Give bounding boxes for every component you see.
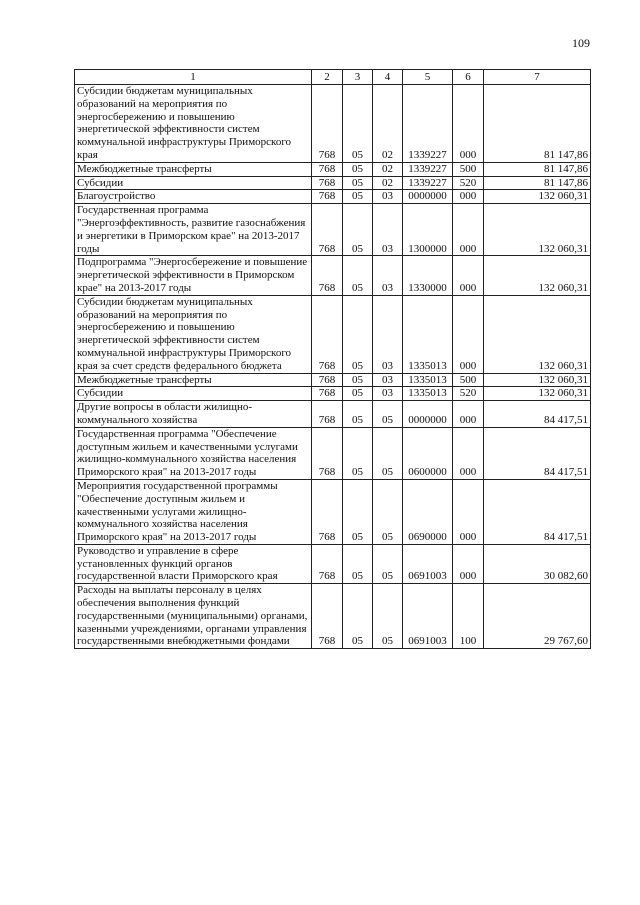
row-target-article-cell: 1335013 — [403, 295, 453, 373]
row-target-article-cell: 1339227 — [403, 85, 453, 163]
row-code-admin-cell: 768 — [312, 427, 343, 479]
row-amount-cell: 81 147,86 — [484, 176, 591, 190]
row-subsection-cell: 05 — [373, 479, 403, 544]
table-row — [75, 387, 591, 401]
row-name-cell: Межбюджетные трансферты — [75, 162, 312, 176]
row-amount-cell: 132 060,31 — [484, 373, 591, 387]
row-name-cell: Субсидии бюджетам муниципальных образований на мероприятия по энергосбережению и повышению энергетической эффективности систем коммунальной инфраструктуры Приморского края — [75, 85, 312, 163]
row-expense-type-cell: 000 — [453, 85, 484, 163]
row-amount-cell: 84 417,51 — [484, 427, 591, 479]
table-row — [75, 544, 591, 583]
row-target-article-cell: 0000000 — [403, 401, 453, 428]
row-amount-cell: 132 060,31 — [484, 387, 591, 401]
row-subsection-cell: 03 — [373, 295, 403, 373]
row-target-article-cell: 1339227 — [403, 176, 453, 190]
row-subsection-cell: 05 — [373, 584, 403, 649]
row-section-cell: 05 — [343, 427, 373, 479]
table-row — [75, 373, 591, 387]
row-section-cell: 05 — [343, 85, 373, 163]
row-code-admin-cell: 768 — [312, 204, 343, 256]
row-code-admin-cell: 768 — [312, 373, 343, 387]
row-expense-type-cell: 000 — [453, 190, 484, 204]
row-code-admin-cell: 768 — [312, 387, 343, 401]
row-expense-type-cell: 000 — [453, 401, 484, 428]
row-subsection-cell: 03 — [373, 256, 403, 295]
row-amount-cell: 81 147,86 — [484, 85, 591, 163]
row-expense-type-cell: 000 — [453, 544, 484, 583]
row-target-article-cell: 0691003 — [403, 584, 453, 649]
row-section-cell: 05 — [343, 176, 373, 190]
row-code-admin-cell: 768 — [312, 479, 343, 544]
budget-table — [74, 69, 591, 649]
row-name-cell: Подпрограмма "Энергосбережение и повышение энергетической эффективности в Приморском крае" на 2013-2017 годы — [75, 256, 312, 295]
header-col-6: 6 — [453, 70, 484, 85]
row-subsection-cell: 02 — [373, 162, 403, 176]
header-col-4: 4 — [373, 70, 403, 85]
row-amount-cell: 81 147,86 — [484, 162, 591, 176]
row-subsection-cell: 03 — [373, 373, 403, 387]
table-row — [75, 85, 591, 163]
table-row — [75, 162, 591, 176]
table-row — [75, 427, 591, 479]
row-amount-cell: 29 767,60 — [484, 584, 591, 649]
row-target-article-cell: 1330000 — [403, 256, 453, 295]
row-target-article-cell: 1339227 — [403, 162, 453, 176]
row-subsection-cell: 05 — [373, 544, 403, 583]
row-expense-type-cell: 000 — [453, 295, 484, 373]
header-col-1: 1 — [75, 70, 312, 85]
row-code-admin-cell: 768 — [312, 295, 343, 373]
row-name-cell: Государственная программа "Обеспечение доступным жильем и качественными услугами жилищно-коммунального хозяйства населения Приморского края" на 2013-2017 годы — [75, 427, 312, 479]
row-name-cell: Субсидии бюджетам муниципальных образований на мероприятия по энергосбережению и повышению энергетической эффективности систем коммунальной инфраструктуры Приморского края за счет средств федерального бюджета — [75, 295, 312, 373]
row-section-cell: 05 — [343, 479, 373, 544]
row-amount-cell: 30 082,60 — [484, 544, 591, 583]
row-code-admin-cell: 768 — [312, 176, 343, 190]
row-expense-type-cell: 500 — [453, 162, 484, 176]
row-expense-type-cell: 100 — [453, 584, 484, 649]
row-code-admin-cell: 768 — [312, 162, 343, 176]
row-section-cell: 05 — [343, 190, 373, 204]
row-subsection-cell: 03 — [373, 387, 403, 401]
row-amount-cell: 132 060,31 — [484, 256, 591, 295]
row-expense-type-cell: 000 — [453, 256, 484, 295]
row-amount-cell: 84 417,51 — [484, 401, 591, 428]
header-col-3: 3 — [343, 70, 373, 85]
row-amount-cell: 132 060,31 — [484, 190, 591, 204]
row-section-cell: 05 — [343, 373, 373, 387]
row-section-cell: 05 — [343, 295, 373, 373]
row-target-article-cell: 0600000 — [403, 427, 453, 479]
row-target-article-cell: 0690000 — [403, 479, 453, 544]
row-code-admin-cell: 768 — [312, 584, 343, 649]
header-col-5: 5 — [403, 70, 453, 85]
row-target-article-cell: 1335013 — [403, 387, 453, 401]
row-section-cell: 05 — [343, 544, 373, 583]
row-subsection-cell: 05 — [373, 427, 403, 479]
row-expense-type-cell: 500 — [453, 373, 484, 387]
row-subsection-cell: 02 — [373, 85, 403, 163]
header-col-7: 7 — [484, 70, 591, 85]
row-subsection-cell: 02 — [373, 176, 403, 190]
row-name-cell: Руководство и управление в сфере установленных функций органов государственной власти Приморского края — [75, 544, 312, 583]
row-name-cell: Другие вопросы в области жилищно-коммунального хозяйства — [75, 401, 312, 428]
row-name-cell: Мероприятия государственной программы "Обеспечение доступным жильем и качественными услугами жилищно-коммунального хозяйства населения Приморского края" на 2013-2017 годы — [75, 479, 312, 544]
row-section-cell: 05 — [343, 401, 373, 428]
row-name-cell: Субсидии — [75, 176, 312, 190]
row-section-cell: 05 — [343, 584, 373, 649]
row-code-admin-cell: 768 — [312, 256, 343, 295]
row-expense-type-cell: 520 — [453, 387, 484, 401]
row-target-article-cell: 0691003 — [403, 544, 453, 583]
table-row — [75, 295, 591, 373]
row-amount-cell: 132 060,31 — [484, 295, 591, 373]
table-row — [75, 190, 591, 204]
table-row — [75, 584, 591, 649]
row-amount-cell: 84 417,51 — [484, 479, 591, 544]
page-number: 109 — [572, 36, 590, 50]
table-row — [75, 401, 591, 428]
table-row — [75, 256, 591, 295]
row-code-admin-cell: 768 — [312, 85, 343, 163]
row-amount-cell: 132 060,31 — [484, 204, 591, 256]
row-section-cell: 05 — [343, 162, 373, 176]
row-code-admin-cell: 768 — [312, 190, 343, 204]
row-code-admin-cell: 768 — [312, 544, 343, 583]
row-expense-type-cell: 000 — [453, 427, 484, 479]
table-header-row — [75, 70, 591, 85]
table-body — [75, 85, 591, 649]
row-target-article-cell: 1335013 — [403, 373, 453, 387]
row-expense-type-cell: 520 — [453, 176, 484, 190]
table-row — [75, 176, 591, 190]
row-name-cell: Межбюджетные трансферты — [75, 373, 312, 387]
header-col-2: 2 — [312, 70, 343, 85]
row-expense-type-cell: 000 — [453, 479, 484, 544]
row-subsection-cell: 03 — [373, 204, 403, 256]
row-name-cell: Государственная программа "Энергоэффективность, развитие газоснабжения и энергетики в Приморском крае" на 2013-2017 годы — [75, 204, 312, 256]
row-section-cell: 05 — [343, 256, 373, 295]
row-name-cell: Благоустройство — [75, 190, 312, 204]
row-expense-type-cell: 000 — [453, 204, 484, 256]
row-subsection-cell: 03 — [373, 190, 403, 204]
row-section-cell: 05 — [343, 387, 373, 401]
table-row — [75, 204, 591, 256]
row-subsection-cell: 05 — [373, 401, 403, 428]
row-target-article-cell: 1300000 — [403, 204, 453, 256]
row-name-cell: Субсидии — [75, 387, 312, 401]
row-target-article-cell: 0000000 — [403, 190, 453, 204]
row-code-admin-cell: 768 — [312, 401, 343, 428]
row-name-cell: Расходы на выплаты персоналу в целях обеспечения выполнения функций государственными (муниципальными) органами, казенными учреждениями, органами управления государственными внебюджетными фондами — [75, 584, 312, 649]
row-section-cell: 05 — [343, 204, 373, 256]
table-row — [75, 479, 591, 544]
